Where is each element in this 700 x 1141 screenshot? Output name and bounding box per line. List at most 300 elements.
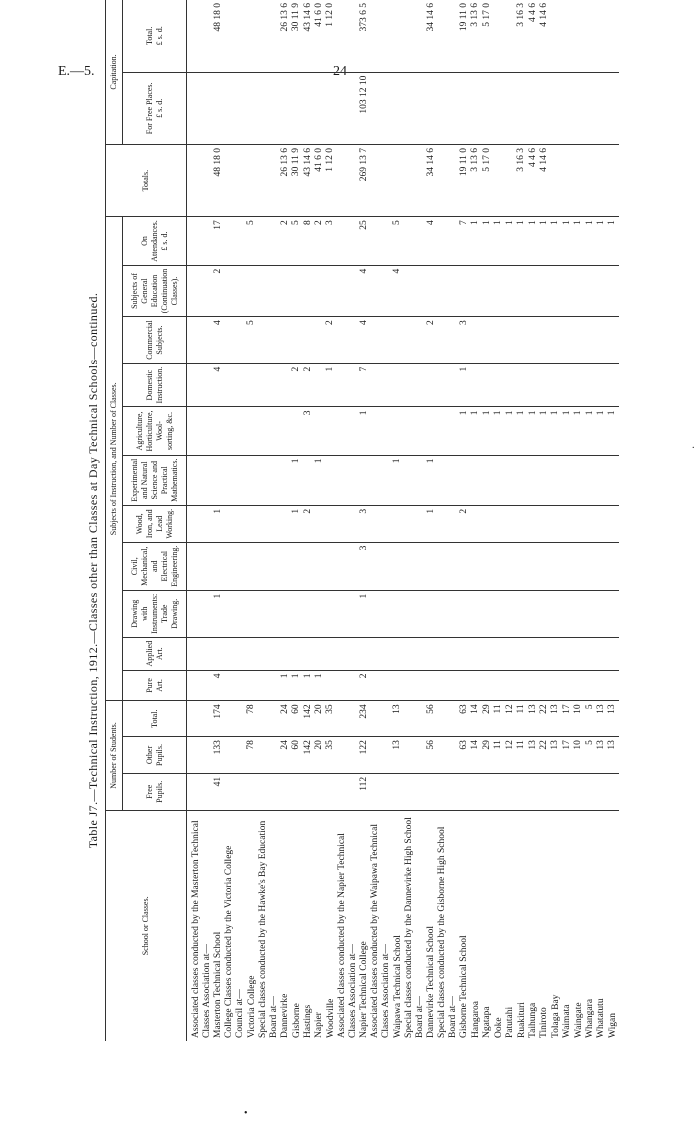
row-cell: 2	[459, 505, 470, 542]
row-cell	[370, 590, 392, 637]
row-cell	[573, 317, 584, 364]
header-subjects: Subjects of Instruction, and Number of Classes.	[106, 217, 123, 701]
row-cell	[337, 773, 359, 810]
row-cell: 4 4 6	[528, 145, 539, 217]
row-cell	[370, 145, 392, 217]
row-cell	[596, 590, 607, 637]
row-cell	[550, 363, 561, 407]
row-cell	[258, 317, 280, 364]
row-cell	[370, 455, 392, 505]
row-cell	[470, 590, 481, 637]
row-cell	[562, 773, 573, 810]
row-school-name: Waimata	[562, 1004, 573, 1038]
row-cell: 269 13 7	[359, 145, 370, 217]
row-cell: 1	[359, 590, 370, 637]
table-row	[246, 0, 257, 1041]
row-cell	[482, 542, 493, 590]
row-school-name: Hastings	[303, 1004, 314, 1038]
row-cell: 12	[505, 737, 516, 774]
row-cell: 30 11 9	[291, 0, 302, 72]
table-row	[303, 0, 314, 1041]
row-cell: 14	[470, 737, 481, 774]
row-cell	[187, 455, 214, 505]
row-cell: 3 13 6	[470, 145, 481, 217]
row-cell	[505, 590, 516, 637]
row-cell	[392, 505, 403, 542]
row-cell	[258, 701, 280, 737]
row-cell	[404, 737, 426, 774]
row-cell: 112	[359, 773, 370, 810]
row-cell	[493, 145, 504, 217]
row-cell	[258, 363, 280, 407]
row-cell: 13	[528, 737, 539, 774]
row-cell	[303, 773, 314, 810]
row-school-name: Masterton Technical School	[213, 931, 224, 1038]
row-cell	[187, 317, 214, 364]
row-cell	[550, 505, 561, 542]
row-cell	[258, 505, 280, 542]
row-cell	[404, 590, 426, 637]
row-cell	[528, 363, 539, 407]
row-cell	[437, 145, 459, 217]
row-cell	[528, 670, 539, 701]
row-cell: 13	[596, 701, 607, 737]
row-cell	[246, 455, 257, 505]
row-cell	[337, 701, 359, 737]
row-cell	[493, 670, 504, 701]
row-cell	[258, 217, 280, 266]
row-cell	[404, 455, 426, 505]
row-cell	[213, 455, 224, 505]
row-cell	[596, 265, 607, 316]
row-cell	[493, 363, 504, 407]
table-row	[291, 0, 302, 1041]
row-cell	[325, 455, 336, 505]
row-cell: 142	[303, 701, 314, 737]
row-cell: 1	[539, 407, 550, 455]
row-cell	[437, 72, 459, 144]
row-cell	[585, 773, 596, 810]
row-cell	[303, 637, 314, 670]
row-cell: 2	[325, 317, 336, 364]
row-cell: 1	[585, 217, 596, 266]
row-cell	[224, 363, 246, 407]
row-cell	[187, 737, 214, 774]
row-school-name: Ooke	[493, 1017, 504, 1038]
row-cell	[246, 505, 257, 542]
row-cell	[550, 670, 561, 701]
row-cell	[437, 217, 459, 266]
row-cell	[224, 455, 246, 505]
row-cell	[470, 637, 481, 670]
row-school-name: Taihunga	[527, 1002, 538, 1038]
row-cell	[550, 590, 561, 637]
row-cell: 4	[426, 217, 437, 266]
row-cell	[370, 542, 392, 590]
row-cell	[325, 407, 336, 455]
row-cell	[607, 773, 618, 810]
row-cell	[426, 542, 437, 590]
row-cell	[585, 505, 596, 542]
row-cell	[291, 773, 302, 810]
row-cell	[314, 637, 325, 670]
row-cell	[426, 773, 437, 810]
row-cell: 1	[303, 670, 314, 701]
row-cell	[303, 455, 314, 505]
row-cell	[596, 0, 607, 72]
row-cell: 13	[550, 737, 561, 774]
row-cell	[392, 0, 403, 72]
row-cell	[505, 773, 516, 810]
row-cell	[224, 217, 246, 266]
row-cell: 5	[291, 217, 302, 266]
row-cell	[562, 72, 573, 144]
row-cell: 1	[505, 217, 516, 266]
row-school-name: Napier Technical College	[359, 941, 370, 1038]
row-cell	[404, 773, 426, 810]
row-cell	[607, 542, 618, 590]
row-cell	[437, 670, 459, 701]
row-cell	[493, 317, 504, 364]
row-cell: 22	[539, 737, 550, 774]
row-cell	[437, 637, 459, 670]
row-cell: 3	[303, 407, 314, 455]
row-cell	[539, 773, 550, 810]
row-cell	[607, 670, 618, 701]
row-school-name: Tiniroto	[539, 1007, 550, 1038]
row-cell	[607, 637, 618, 670]
row-cell	[516, 265, 527, 316]
row-cell	[291, 265, 302, 316]
row-cell	[370, 773, 392, 810]
row-cell	[280, 590, 291, 637]
row-cell: 5	[585, 737, 596, 774]
row-cell	[470, 265, 481, 316]
row-cell	[607, 145, 618, 217]
row-cell: 1	[359, 407, 370, 455]
row-cell: 1	[516, 217, 527, 266]
header-engineering: Civil, Mechanical, and Electrical Engineering.	[123, 542, 187, 590]
row-school-name: Waipawa Technical School	[392, 935, 403, 1038]
row-cell: 41 6 0	[314, 0, 325, 72]
row-cell	[392, 363, 403, 407]
row-cell	[585, 363, 596, 407]
row-school-name: Dannevirke	[280, 993, 291, 1038]
row-cell: 1	[596, 217, 607, 266]
row-cell	[573, 670, 584, 701]
header-free-places-label: For Free Places.	[144, 82, 154, 135]
row-school-name: Associated classes conducted by the Waipawa Technical Classes Association at—	[370, 823, 392, 1038]
row-cell	[585, 455, 596, 505]
row-cell	[337, 363, 359, 407]
row-school-name: Victoria College	[246, 975, 257, 1038]
row-cell	[280, 72, 291, 144]
header-agriculture: Agriculture, Horticulture, Wool-sorting, &c.	[123, 407, 187, 455]
table-row	[562, 0, 573, 1041]
table-row	[370, 0, 392, 1041]
row-cell	[404, 265, 426, 316]
row-cell	[426, 407, 437, 455]
row-cell	[426, 72, 437, 144]
row-cell	[550, 455, 561, 505]
row-cell: 56	[426, 701, 437, 737]
row-cell	[404, 505, 426, 542]
table-row	[528, 0, 539, 1041]
row-cell	[596, 773, 607, 810]
row-cell	[493, 72, 504, 144]
row-cell	[550, 265, 561, 316]
row-cell	[437, 265, 459, 316]
row-cell	[370, 737, 392, 774]
row-cell	[258, 637, 280, 670]
row-cell	[392, 145, 403, 217]
row-cell	[187, 363, 214, 407]
row-cell	[482, 363, 493, 407]
row-cell	[562, 363, 573, 407]
row-cell	[370, 670, 392, 701]
row-cell	[187, 505, 214, 542]
table-body	[187, 0, 619, 1041]
row-cell	[470, 363, 481, 407]
row-cell	[505, 670, 516, 701]
table-row	[539, 0, 550, 1041]
row-cell: 48 18 0	[213, 145, 224, 217]
row-cell: 103 12 10	[359, 72, 370, 144]
row-cell: 133	[213, 737, 224, 774]
row-cell	[258, 590, 280, 637]
row-cell	[562, 265, 573, 316]
row-cell	[573, 637, 584, 670]
row-cell	[280, 505, 291, 542]
header-number-of-students: Number of Students.	[106, 701, 123, 810]
row-cell	[370, 0, 392, 72]
row-cell	[539, 637, 550, 670]
row-cell: 1	[528, 407, 539, 455]
row-cell	[470, 773, 481, 810]
header-totals: Totals.	[106, 145, 187, 217]
row-cell: 34 14 6	[426, 145, 437, 217]
row-cell: 373 6 5	[359, 0, 370, 72]
row-cell	[505, 363, 516, 407]
row-cell: 26 13 6	[280, 0, 291, 72]
row-cell: 1	[470, 217, 481, 266]
row-cell	[213, 637, 224, 670]
table-row	[585, 0, 596, 1041]
row-cell	[404, 670, 426, 701]
row-cell	[493, 505, 504, 542]
row-cell: 17	[562, 701, 573, 737]
row-cell: 2	[303, 363, 314, 407]
row-school-name: Gisborne	[291, 1003, 302, 1038]
header-wood-iron-lead: Wood, Iron, and Lead Working.	[123, 505, 187, 542]
row-cell: 10	[573, 701, 584, 737]
row-cell	[585, 265, 596, 316]
row-cell	[187, 590, 214, 637]
table-row	[596, 0, 607, 1041]
row-cell: 1	[459, 407, 470, 455]
row-cell: 1	[426, 505, 437, 542]
row-cell	[187, 407, 214, 455]
row-cell	[573, 505, 584, 542]
row-cell: 8	[303, 217, 314, 266]
row-cell: 20	[314, 701, 325, 737]
row-cell	[459, 637, 470, 670]
row-cell	[505, 0, 516, 72]
row-cell	[607, 590, 618, 637]
row-cell: 13	[528, 701, 539, 737]
row-cell	[303, 317, 314, 364]
row-cell: 1 12 0	[325, 0, 336, 72]
row-cell	[280, 317, 291, 364]
row-cell	[562, 145, 573, 217]
row-cell	[213, 407, 224, 455]
row-cell	[337, 265, 359, 316]
row-cell	[482, 317, 493, 364]
row-cell: 1 12 0	[325, 145, 336, 217]
row-cell: 29	[482, 737, 493, 774]
row-cell	[246, 670, 257, 701]
row-cell	[314, 505, 325, 542]
row-cell	[392, 542, 403, 590]
row-cell	[187, 72, 214, 144]
header-capitation: Capitation.	[106, 0, 123, 145]
row-cell	[404, 363, 426, 407]
row-cell	[314, 317, 325, 364]
row-cell	[585, 637, 596, 670]
row-cell	[370, 637, 392, 670]
row-cell	[246, 637, 257, 670]
row-cell	[459, 72, 470, 144]
table-row	[314, 0, 325, 1041]
row-cell	[550, 773, 561, 810]
row-cell	[459, 590, 470, 637]
row-cell	[280, 542, 291, 590]
header-domestic: Domestic Instruction.	[123, 363, 187, 407]
row-cell	[528, 317, 539, 364]
row-cell	[404, 145, 426, 217]
row-cell	[470, 670, 481, 701]
header-on-attendances	[123, 217, 187, 266]
row-cell	[426, 265, 437, 316]
row-cell: 1	[392, 455, 403, 505]
row-cell: 19 11 0	[459, 145, 470, 217]
row-cell	[337, 542, 359, 590]
row-cell	[325, 773, 336, 810]
row-cell: 1	[280, 670, 291, 701]
row-cell: 4	[392, 265, 403, 316]
row-cell: 2	[314, 217, 325, 266]
row-cell	[280, 363, 291, 407]
row-cell	[187, 217, 214, 266]
row-cell	[596, 670, 607, 701]
header-free-pupils: Free Pupils.	[123, 773, 187, 810]
row-cell: 142	[303, 737, 314, 774]
row-cell	[337, 505, 359, 542]
row-cell	[482, 455, 493, 505]
row-cell: 1	[291, 505, 302, 542]
row-cell	[562, 542, 573, 590]
row-cell	[482, 670, 493, 701]
table-row	[573, 0, 584, 1041]
row-cell	[258, 455, 280, 505]
row-cell	[493, 542, 504, 590]
row-cell	[337, 670, 359, 701]
row-school-name: Associated classes conducted by the Napier Technical Classes Association at—	[336, 833, 358, 1038]
header-commercial: Commercial Subjects.	[123, 317, 187, 364]
row-cell	[607, 0, 618, 72]
row-cell	[459, 542, 470, 590]
row-school-name: Special classes conducted by the Gisborne High School Board at—	[437, 826, 459, 1038]
row-cell: 17	[562, 737, 573, 774]
row-cell: 41 6 0	[314, 145, 325, 217]
row-cell: 1	[573, 407, 584, 455]
row-cell	[562, 455, 573, 505]
row-cell	[337, 455, 359, 505]
row-cell	[516, 72, 527, 144]
row-cell: 17	[213, 217, 224, 266]
row-cell	[224, 773, 246, 810]
row-cell	[539, 72, 550, 144]
row-cell	[516, 637, 527, 670]
row-cell: 1	[585, 407, 596, 455]
row-cell	[337, 0, 359, 72]
row-cell	[562, 0, 573, 72]
row-cell	[607, 265, 618, 316]
row-cell	[246, 773, 257, 810]
header-capitation-total-label: Total.	[144, 26, 154, 45]
row-cell: 1	[213, 590, 224, 637]
row-cell: 3 13 6	[470, 0, 481, 72]
row-cell	[459, 670, 470, 701]
row-cell	[562, 637, 573, 670]
row-cell	[437, 317, 459, 364]
row-cell: 5	[392, 217, 403, 266]
row-cell	[224, 701, 246, 737]
row-cell	[370, 363, 392, 407]
row-cell	[224, 72, 246, 144]
row-cell	[404, 217, 426, 266]
row-cell: 1	[482, 407, 493, 455]
row-cell	[562, 670, 573, 701]
row-cell	[562, 590, 573, 637]
row-cell: 48 18 0	[213, 0, 224, 72]
row-cell: 2	[303, 505, 314, 542]
row-cell	[187, 265, 214, 316]
row-cell	[359, 637, 370, 670]
row-cell: 1	[314, 670, 325, 701]
row-cell: 13	[392, 701, 403, 737]
row-cell: 3 16 3	[516, 145, 527, 217]
row-cell	[596, 505, 607, 542]
row-cell	[392, 637, 403, 670]
header-lsd-total: £ s. d.	[154, 26, 164, 46]
row-cell: 11	[493, 737, 504, 774]
row-cell	[258, 145, 280, 217]
row-cell	[325, 637, 336, 670]
row-cell	[596, 72, 607, 144]
row-cell	[528, 505, 539, 542]
row-cell	[392, 590, 403, 637]
row-cell: 34 14 6	[426, 0, 437, 72]
row-cell	[493, 590, 504, 637]
row-cell: 3	[359, 505, 370, 542]
row-cell	[459, 773, 470, 810]
row-cell	[291, 317, 302, 364]
table-row	[482, 0, 493, 1041]
row-cell: 1	[493, 407, 504, 455]
row-cell	[303, 542, 314, 590]
row-cell	[585, 670, 596, 701]
